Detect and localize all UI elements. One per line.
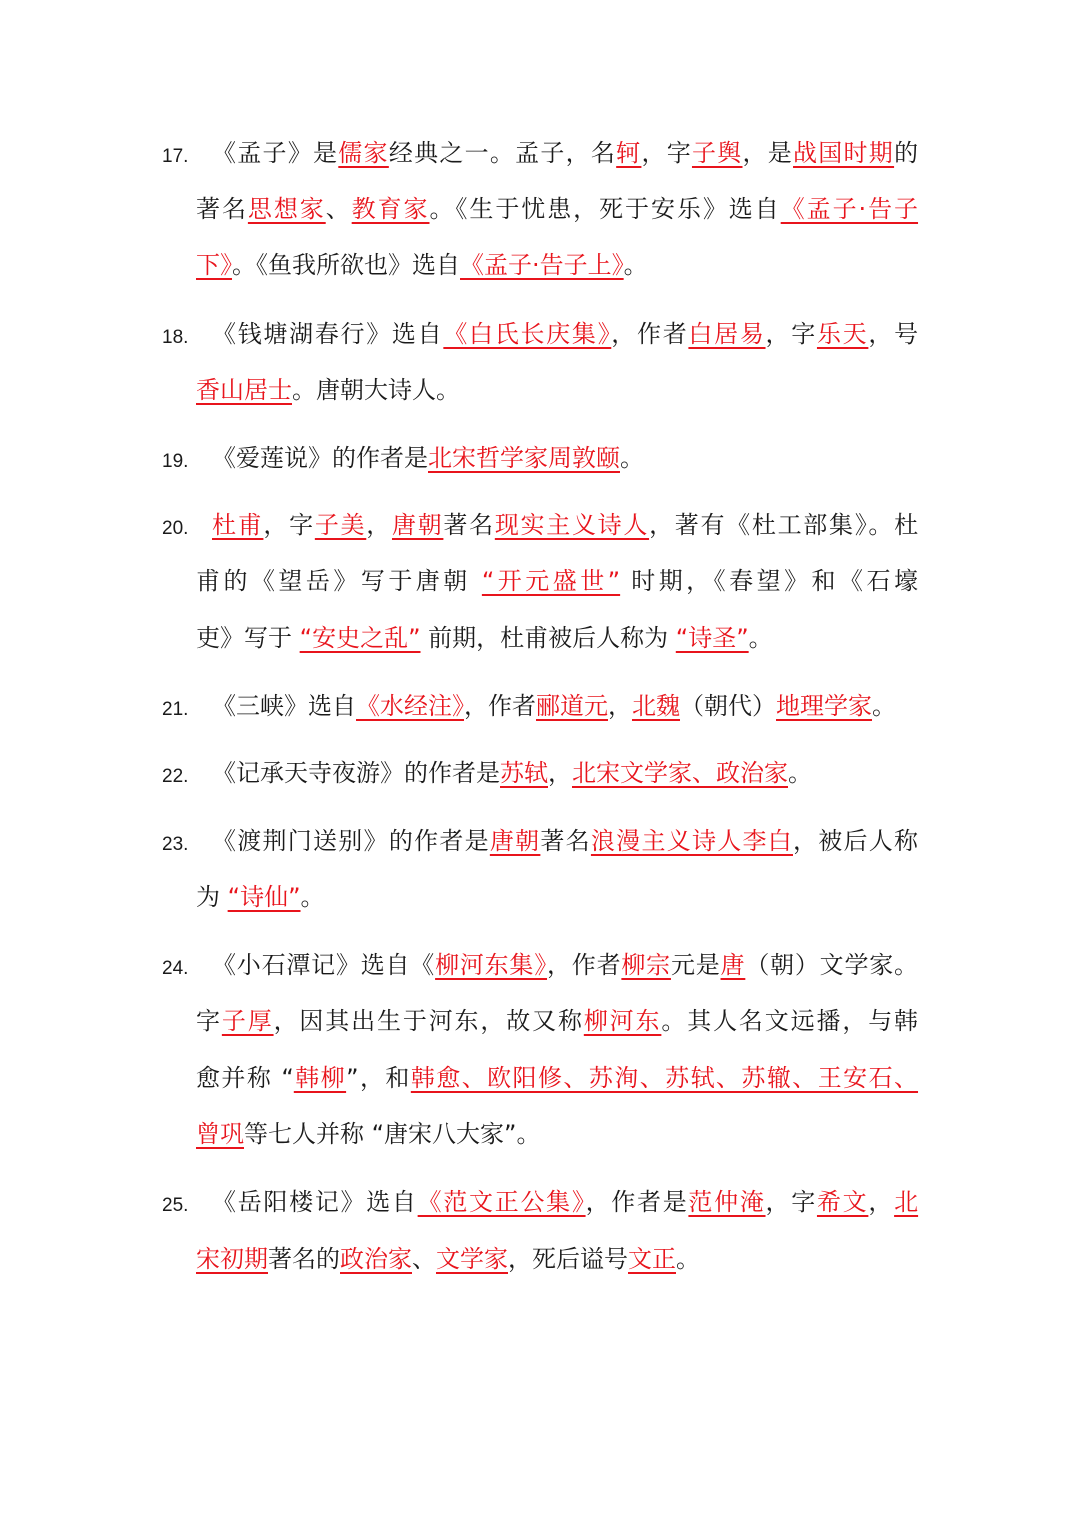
answer-blank: 文学家 xyxy=(436,1245,508,1273)
item-number: 17. xyxy=(162,146,189,167)
item-number: 21. xyxy=(162,699,189,720)
item-number: 24. xyxy=(162,958,189,979)
question-text: ”，和 xyxy=(346,1064,411,1092)
text-line xyxy=(196,195,918,224)
answer-blank: 宋初期 xyxy=(196,1245,268,1273)
text-line xyxy=(196,1120,918,1149)
text-line xyxy=(212,827,918,856)
question-text: 等七人并称 “唐宋八大家”。 xyxy=(244,1120,541,1148)
text-line xyxy=(212,444,918,473)
question-text: 经典之一。孟子，名 xyxy=(388,139,617,167)
answer-blank: 北 xyxy=(894,1188,919,1216)
question-text: 《渡荆门送别》的作者是 xyxy=(212,827,490,855)
answer-blank: 曾巩 xyxy=(196,1120,244,1148)
text-line xyxy=(212,139,918,168)
question-text: 元是 xyxy=(670,951,721,979)
question-text: 字 xyxy=(196,1007,222,1035)
answer-blank: 轲 xyxy=(616,139,642,167)
question-text: ，号 xyxy=(868,320,919,348)
question-text: 愈并称 “ xyxy=(196,1064,294,1092)
question-text: 《岳阳楼记》选自 xyxy=(212,1188,418,1216)
answer-blank: “诗圣” xyxy=(675,624,749,652)
question-text: 《爱莲说》的作者是 xyxy=(212,444,428,472)
answer-blank: 教育家 xyxy=(351,195,430,223)
answer-blank: 郦道元 xyxy=(536,692,608,720)
question-text: ， xyxy=(366,511,392,539)
text-line xyxy=(196,1064,918,1093)
answer-blank: 唐朝 xyxy=(489,827,541,855)
question-text: 著名 xyxy=(196,195,248,223)
question-text: 。 xyxy=(300,883,325,911)
question-text: ， xyxy=(608,692,632,720)
question-text: 。 xyxy=(748,624,773,652)
text-line xyxy=(196,624,918,653)
text-line xyxy=(196,1245,918,1274)
question-text: ，因其出生于河东，故又称 xyxy=(273,1007,584,1035)
question-text: 。 xyxy=(620,444,644,472)
question-text: ， xyxy=(868,1188,895,1216)
item-number: 23. xyxy=(162,834,189,855)
answer-blank: 战国时期 xyxy=(793,139,895,167)
answer-blank: 韩柳 xyxy=(293,1064,347,1092)
answer-blank: 下》 xyxy=(196,251,232,279)
question-text: 《孟子》是 xyxy=(212,139,339,167)
question-text: 著名的 xyxy=(268,1245,340,1273)
question-text: 。其人名文远播，与韩 xyxy=(661,1007,919,1035)
question-text: ，作者 xyxy=(547,951,622,979)
question-text: ，作者 xyxy=(611,320,689,348)
question-text: 时期，《春望》和《石壕 xyxy=(620,567,918,595)
question-text: 。 xyxy=(788,759,812,787)
question-text: 、 xyxy=(412,1245,436,1273)
question-text: 著名 xyxy=(540,827,591,855)
answer-blank: “诗仙” xyxy=(227,883,301,911)
answer-blank: 唐 xyxy=(720,951,746,979)
question-text: ，著有《杜工部集》。杜 xyxy=(649,511,919,539)
answer-blank: 地理学家 xyxy=(776,692,872,720)
question-text: ，字 xyxy=(765,1188,817,1216)
answer-blank: 思想家 xyxy=(247,195,326,223)
question-text: 。 xyxy=(623,251,648,279)
answer-blank: 香山居士 xyxy=(196,376,292,404)
text-line xyxy=(196,376,918,405)
question-text: 为 xyxy=(196,883,228,911)
question-text: 。《生于忧患，死于安乐》选自 xyxy=(429,195,781,223)
question-text: （朝）文学家。 xyxy=(745,951,919,979)
item-number: 20. xyxy=(162,518,189,539)
answer-blank: “安史之乱” xyxy=(299,624,421,652)
answer-blank: 子厚 xyxy=(221,1007,274,1035)
question-text: 、 xyxy=(325,195,352,223)
question-text: 。唐朝大诗人。 xyxy=(292,376,460,404)
question-text: ，作者是 xyxy=(585,1188,689,1216)
text-line xyxy=(212,759,918,788)
question-text: ，被后人称 xyxy=(793,827,919,855)
answer-blank: 浪漫主义诗人李白 xyxy=(590,827,793,855)
answer-blank: 子舆 xyxy=(691,139,743,167)
answer-blank: 现实主义诗人 xyxy=(494,511,650,539)
question-text: 。 xyxy=(676,1245,700,1273)
question-text: ， xyxy=(548,759,572,787)
answer-blank: 《白氏长庆集》 xyxy=(443,320,612,348)
answer-blank: 儒家 xyxy=(338,139,389,167)
question-text: 的 xyxy=(894,139,919,167)
answer-blank: 文正 xyxy=(628,1245,676,1273)
text-line xyxy=(212,511,918,540)
text-line xyxy=(212,692,918,721)
question-text: ，作者 xyxy=(464,692,536,720)
answer-blank: 柳河东集》 xyxy=(435,951,548,979)
item-number: 25. xyxy=(162,1195,189,1216)
question-text: 《三峡》选自 xyxy=(212,692,356,720)
question-text: 。《鱼我所欲也》选自 xyxy=(232,251,460,279)
item-number: 19. xyxy=(162,451,189,472)
answer-blank: 苏轼 xyxy=(500,759,548,787)
answer-blank: 《孟子·告子上》 xyxy=(460,251,624,279)
question-text: 吏》写于 xyxy=(196,624,300,652)
answer-blank: 乐天 xyxy=(816,320,869,348)
answer-blank: 《水经注》 xyxy=(356,692,464,720)
question-text: ，死后谥号 xyxy=(508,1245,628,1273)
question-text: 甫的《望岳》写于唐朝 xyxy=(196,567,482,595)
answer-blank: 柳河东 xyxy=(583,1007,662,1035)
text-line xyxy=(212,320,918,349)
answer-blank: 《范文正公集》 xyxy=(417,1188,586,1216)
text-line xyxy=(196,1007,918,1036)
answer-blank: 北魏 xyxy=(632,692,680,720)
question-text: 著名 xyxy=(443,511,495,539)
answer-blank: 希文 xyxy=(816,1188,869,1216)
text-line xyxy=(196,251,918,280)
answer-blank: 杜甫 xyxy=(212,511,264,539)
text-line xyxy=(196,883,918,912)
question-text: （朝代） xyxy=(680,692,776,720)
question-text: ，字 xyxy=(263,511,315,539)
text-line xyxy=(212,951,918,980)
answer-blank: 韩愈、欧阳修、苏洵、苏轼、苏辙、王安石、 xyxy=(410,1064,919,1092)
question-text: 前期，杜甫被后人称为 xyxy=(420,624,676,652)
answer-blank: 北宋文学家、政治家 xyxy=(572,759,788,787)
question-text: ，是 xyxy=(742,139,794,167)
answer-blank: 范仲淹 xyxy=(688,1188,766,1216)
answer-blank: 政治家 xyxy=(340,1245,412,1273)
question-text: 《钱塘湖春行》选自 xyxy=(212,320,444,348)
question-text: ，字 xyxy=(765,320,817,348)
item-number: 22. xyxy=(162,766,189,787)
answer-blank: 子美 xyxy=(314,511,367,539)
answer-blank: 北宋哲学家周敦颐 xyxy=(428,444,620,472)
question-text: ，字 xyxy=(641,139,692,167)
answer-blank: 《孟子·告子 xyxy=(780,195,919,223)
text-line xyxy=(212,1188,918,1217)
answer-blank: “开元盛世” xyxy=(481,567,621,595)
question-text: 《小石潭记》选自《 xyxy=(212,951,436,979)
answer-blank: 唐朝 xyxy=(391,511,444,539)
text-line xyxy=(196,567,918,596)
answer-blank: 柳宗 xyxy=(621,951,671,979)
question-text: 《记承天寺夜游》的作者是 xyxy=(212,759,500,787)
item-number: 18. xyxy=(162,327,189,348)
answer-blank: 白居易 xyxy=(688,320,766,348)
question-text: 。 xyxy=(872,692,896,720)
